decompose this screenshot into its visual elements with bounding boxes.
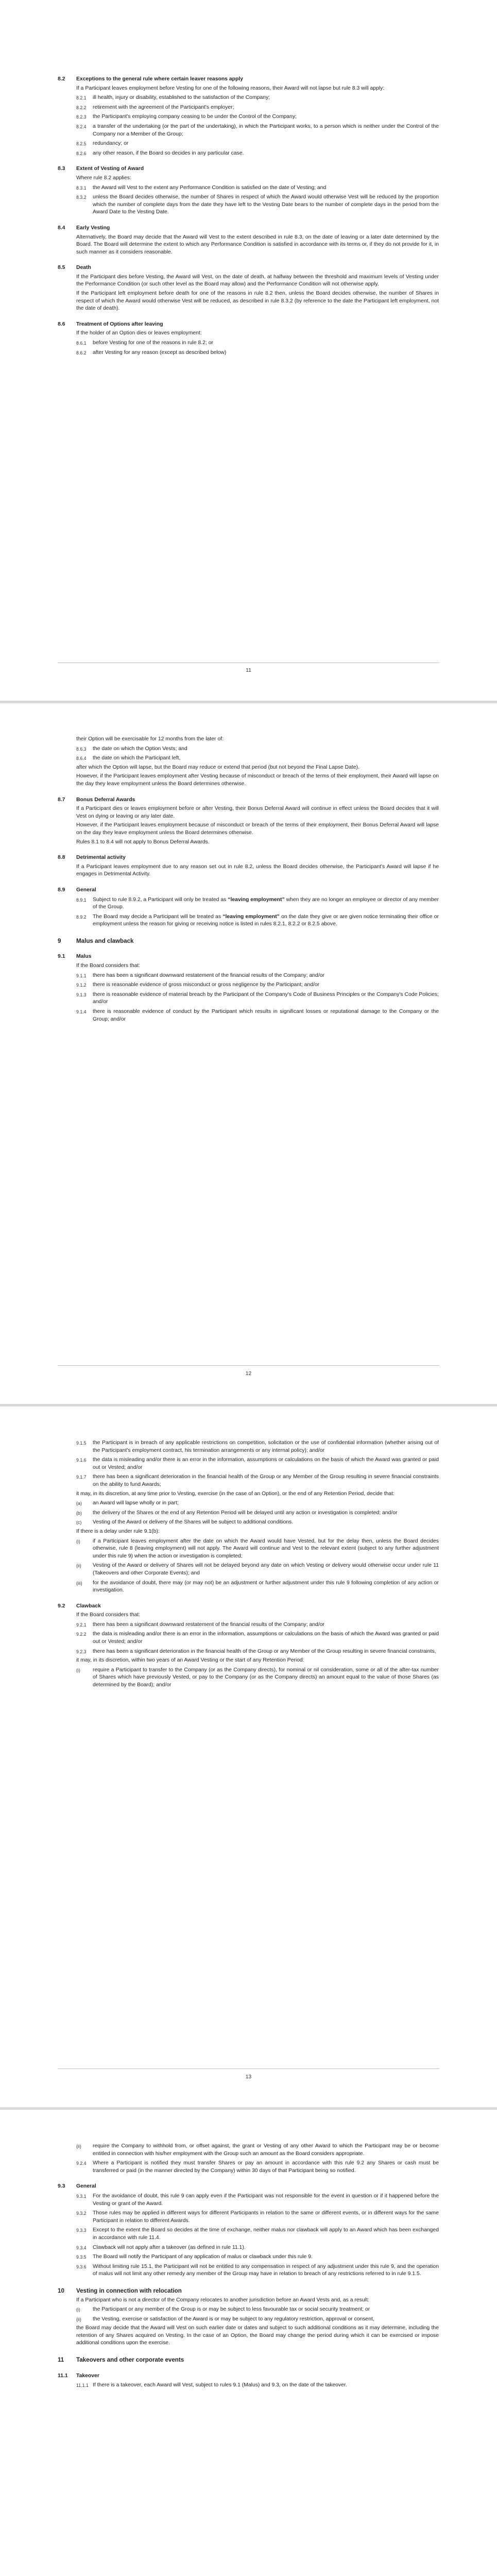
list-item-text: there has been a significant deterioration in the financial health of the Group or any Member of the Group resulting in severe financial constraints,	[93, 1648, 436, 1654]
list-item-text: Vesting of the Award or delivery of Shares will not be delayed beyond any date on which Vesting or delivery would otherwise occur under rule 11 (Takeovers and other Corporate Events); and	[93, 1563, 439, 1576]
list-item	[76, 349, 439, 357]
paragraph: If the Board considers that:	[76, 1612, 141, 1618]
section-title: Takeover	[76, 2372, 99, 2379]
section-heading	[58, 1603, 439, 1611]
section-number: 8.9	[58, 887, 65, 893]
paragraph: If the Participant dies before Vesting, the Award will Vest, on the date of death, at halfway between the threshold and maximum levels of Vesting under the Performance Condition (or such other level as the Board may allow) and the Performance Condition will not otherwise apply.	[76, 274, 439, 287]
section-number: 9.3	[58, 2183, 65, 2190]
list-item-number: 9.1.4	[76, 1009, 87, 1015]
list-item-number: (i)	[76, 1667, 80, 1673]
list-item-text: redundancy; or	[93, 141, 129, 147]
text-run: Subject to rule 8.9.2, a Participant will only be treated as	[93, 896, 228, 903]
section-title: General	[76, 2183, 96, 2190]
section-title: Early Vesting	[76, 225, 110, 231]
section-title: Malus and clawback	[76, 937, 134, 944]
paragraph: Where rule 8.2 applies:	[76, 175, 131, 181]
list-item-number: 9.3.1	[76, 2193, 87, 2199]
list-item	[76, 755, 439, 762]
list-item-number: 8.2.6	[76, 150, 87, 156]
list-item	[76, 991, 439, 1006]
list-item-number: 9.3.4	[76, 2245, 87, 2250]
list-item-text: the Award will Vest to the extent any Performance Condition is satisfied on the date of Vesting; and	[93, 184, 327, 191]
list-item	[76, 1456, 439, 1471]
list-item-number: 8.2.1	[76, 95, 87, 101]
list-item-text: If there is a takeover, each Award will Vest, subject to rules 9.1 (Malus) and 9.3, on the date of the takeover.	[93, 2382, 347, 2388]
section-title: Exceptions to the general rule where certain leaver reasons apply	[76, 76, 243, 82]
section-number: 11.1	[58, 2372, 68, 2379]
list-item-text: require a Participant to transfer to the Company (or as the Company directs), for nominal or nil consideration, some or all of the after-tax number of Shares which have previously Vested, or pay to the Company (or as the Company directs) an amount equal to the value of those Shares (as determined by the Board); and/or	[93, 1667, 439, 1688]
list-item	[76, 2143, 439, 2158]
list-item	[76, 896, 439, 911]
section-number: 8.7	[58, 796, 65, 803]
list-item-text: the data is misleading and/or there is an error in the information, assumptions or calculations on the basis of which the Award was granted or paid out or Vested; and/or	[93, 1631, 439, 1645]
list-item	[76, 2253, 439, 2261]
list-item-number: (a)	[76, 1501, 82, 1506]
section-heading	[58, 225, 439, 232]
list-item	[76, 913, 439, 928]
page-divider	[58, 1365, 439, 1366]
list-item-text: there is reasonable evidence of conduct by the Participant which results in significant losses or reputational damage to the Company or the Group; and/or	[93, 1009, 439, 1022]
paragraph: it may, in its discretion, within two years of an Award Vesting or the start of any Retention Period:	[76, 1657, 304, 1664]
list-item-text: the date on which the Option Vests; and	[93, 745, 187, 752]
section-number: 8.2	[58, 76, 65, 82]
section-number: 8.6	[58, 321, 65, 327]
list-item	[76, 972, 439, 980]
list-item	[76, 2382, 439, 2389]
list-item-number: (c)	[76, 1520, 82, 1526]
section-heading	[58, 165, 439, 173]
list-item	[76, 123, 439, 138]
section-number: 8.8	[58, 855, 65, 861]
list-item	[76, 1621, 439, 1629]
section-number: 8.5	[58, 265, 65, 271]
list-item	[76, 2193, 439, 2208]
list-item-number: 8.2.5	[76, 141, 87, 147]
list-item-text: if a Participant leaves employment after the date on which the Award would have Vested, but for the delay then, unless the Board decides otherwise, rule 8 (leaving employment) will not apply. The Award will continue and Vest to the relevant extent (subject to any further adjustment under this rule 9) when the action or investigation is completed;	[93, 1538, 439, 1559]
list-item	[76, 140, 439, 148]
paragraph: However, if the Participant leaves employment because of misconduct or breach of the terms of their employment, their Bonus Deferral Award will lapse on the day they leave employment unless the Board determines otherwise.	[76, 822, 439, 836]
list-item-number: 11.1.1	[76, 2383, 89, 2388]
list-item	[76, 981, 439, 989]
section-heading	[58, 2183, 439, 2191]
list-item	[76, 1562, 439, 1577]
list-item-number: 9.2.1	[76, 1622, 87, 1628]
text-run: when they are no longer an employee or director of any member of the Group.	[93, 896, 439, 910]
list-item-number: 9.3.2	[76, 2211, 87, 2216]
list-item-text: Except to the extent the Board so decides at the time of exchange, neither malus nor clawback will apply to an Award which has been exchanged in accordance with rule 11.4.	[93, 2227, 439, 2241]
list-item-text: before Vesting for one of the reasons in rule 8.2; or	[93, 340, 213, 346]
paragraph: If a Participant dies or leaves employment before or after Vesting, their Bonus Deferral Award will continue in effect unless the Board decides that it will Vest on dying or leaving or any later date.	[76, 806, 439, 819]
list-item	[76, 2316, 439, 2324]
list-item	[76, 184, 439, 192]
page	[0, 703, 497, 1404]
list-item	[76, 340, 439, 347]
list-item-number: 8.2.3	[76, 114, 87, 120]
list-item-number: 8.2.2	[76, 105, 87, 110]
list-item-text: a transfer of the undertaking (or the part of the undertaking), in which the Participant works, to a person which is neither under the Control of the Company nor a Member of the Group;	[93, 123, 439, 137]
list-item-text	[93, 913, 439, 928]
list-item-text: the Vesting, exercise or satisfaction of the Award is or may be subject to any regulatory restriction, approval or consent,	[93, 2316, 374, 2322]
list-item-text: require the Company to withhold from, or offset against, the grant or Vesting of any other Award to which the Participant may be or become entitled in connection with his/her employment with the Group such an amount as the Board considers appropriate.	[93, 2143, 439, 2157]
list-item-text: retirement with the agreement of the Participant's employer;	[93, 104, 234, 110]
paragraph: Alternatively, the Board may decide that the Award will Vest to the extent described in rule 8.3, on the date of leaving or a later date determined by the Board. The Board will determine the extent to which any Performance Condition is satisfied in accordance with its terms or, if they do not provide for it, in such manner as it considers reasonable.	[76, 234, 439, 255]
section-number: 9.2	[58, 1603, 65, 1609]
list-item	[76, 1631, 439, 1646]
list-item	[76, 94, 439, 102]
list-item-number: 8.9.2	[76, 914, 87, 920]
paragraph: If a Participant who is not a director of the Company relocates to another jurisdiction before an Award Vests and, as a result:	[76, 2297, 369, 2303]
list-item-text: the delivery of the Shares or the end of any Retention Period will be delayed until any action or investigation is completed; and/or	[93, 1510, 398, 1516]
paragraph: If the holder of an Option dies or leaves employment:	[76, 330, 202, 336]
list-item	[76, 2227, 439, 2242]
section-title: Extent of Vesting of Award	[76, 166, 144, 172]
list-item	[76, 2263, 439, 2278]
section-heading	[58, 264, 439, 272]
list-item-number: 8.6.2	[76, 350, 87, 355]
paragraph: If there is a delay under rule 9.1(b):	[76, 1528, 160, 1534]
list-item-number: (i)	[76, 2307, 80, 2313]
list-item-text: Without limiting rule 15.1, the Participant will not be entitled to any compensation in respect of any adjustment under this rule 9, and the operation of malus will not limit any other remedy any member of the Group may have in relation to breach of any restrictions referred to in rule 9.1.5.	[93, 2263, 439, 2277]
list-item	[76, 1648, 439, 1656]
page-number: 11	[246, 668, 251, 673]
section-number: 8.4	[58, 225, 65, 231]
section-number: 9.1	[58, 954, 65, 960]
list-item-text: for the avoidance of doubt, there may (or may not) be an adjustment or further adjustment under this rule 9 following completion of any action or investigation.	[93, 1580, 439, 1594]
list-item-number: (i)	[76, 1538, 80, 1544]
defined-term: “leaving employment”	[222, 913, 280, 920]
list-item	[76, 104, 439, 112]
list-item	[76, 1538, 439, 1561]
section-heading	[58, 887, 439, 894]
page-content	[58, 76, 439, 357]
section-number: 11	[58, 2357, 64, 2364]
list-item-text: Where a Participant is notified they must transfer Shares or pay an amount in accordance with this rule 9.2 any Shares or cash must be transferred or paid (in the manner directed by the Company) within 30 days of that Participant being so notified.	[93, 2160, 439, 2174]
page	[0, 0, 497, 701]
list-item-number: (iii)	[76, 1580, 82, 1586]
list-item	[76, 2210, 439, 2225]
list-item-text: the Participant's employing company ceasing to be under the Control of the Company;	[93, 114, 297, 120]
list-item-number: (ii)	[76, 1563, 81, 1569]
list-item-number: 9.1.2	[76, 982, 87, 988]
section-title: Vesting in connection with relocation	[76, 2287, 182, 2294]
section-heading	[58, 938, 439, 945]
section-heading	[58, 76, 439, 83]
page	[0, 1406, 497, 2107]
list-item-number: 9.1.6	[76, 1458, 87, 1463]
section-heading	[58, 321, 439, 329]
list-item	[76, 1473, 439, 1488]
list-item-number: 8.3.1	[76, 185, 87, 191]
list-item-number: 8.6.1	[76, 341, 87, 346]
paragraph: If the Participant left employment before death for one of the reasons in rule 8.2 then, unless the Board decides otherwise, the number of Shares in respect of which the Award would otherwise Vest will be reduced, as described in rule 8.3.2 (by reference to the date the Participant left employment, not the date of death).	[76, 291, 439, 312]
list-item-number: 9.2.3	[76, 1649, 87, 1654]
list-item	[76, 2306, 439, 2314]
section-title: Bonus Deferral Awards	[76, 796, 135, 803]
page-number: 12	[245, 1371, 252, 1377]
list-item-number: 9.3.3	[76, 2228, 87, 2233]
list-item	[76, 150, 439, 158]
page	[0, 2110, 497, 2576]
list-item-text: Clawback will not apply after a takeover (as defined in rule 11.1).	[93, 2244, 246, 2250]
section-heading	[58, 2287, 439, 2295]
list-item-number: 9.3.5	[76, 2255, 87, 2260]
list-item-text: there has been a significant deterioration in the financial health of the Group or any Member of the Group resulting in severe financial constraints on the ability to fund Awards;	[93, 1474, 439, 1487]
section-heading	[58, 953, 439, 961]
list-item-number: 8.6.3	[76, 746, 87, 752]
section-title: Clawback	[76, 1603, 101, 1609]
section-title: Malus	[76, 954, 92, 960]
section-heading	[58, 854, 439, 862]
list-item-number: 8.3.2	[76, 195, 87, 200]
paragraph: If the Board considers that:	[76, 963, 141, 969]
list-item-text: the Participant is in breach of any applicable restrictions on competition, solicitation or the use of confidential information (whether arising out of the Participant's employment contract, his termination arrangements or any internal policy); and/or	[93, 1440, 439, 1453]
list-item	[76, 2160, 439, 2175]
paragraph: it may, in its discretion, at any time prior to Vesting, exercise (in the case of an Option), or the end of any Retention Period, decide that:	[76, 1490, 395, 1497]
list-item-text: any other reason, if the Board so decides in any particular case.	[93, 150, 244, 156]
section-title: Death	[76, 265, 91, 271]
section-heading	[58, 2357, 439, 2364]
list-item-number: 9.2.2	[76, 1632, 87, 1637]
list-item-text: an Award will lapse wholly or in part;	[93, 1500, 179, 1506]
list-item-number: 9.3.6	[76, 2264, 87, 2269]
list-item-text: unless the Board decides otherwise, the number of Shares in respect of which the Award would otherwise Vest will be reduced by the proportion which the number of complete days from the date they have left to the Vesting Date bears to the number of complete days in the period from the Award Date to the Vesting Date.	[93, 194, 439, 215]
page-content	[58, 1437, 439, 1689]
list-item	[76, 1580, 439, 1595]
list-item-number: 8.9.1	[76, 897, 87, 903]
section-heading	[58, 2372, 439, 2380]
paragraph: Rules 8.1 to 8.4 will not apply to Bonus Deferral Awards.	[76, 839, 210, 845]
section-number: 10	[58, 2287, 64, 2294]
list-item-number: (ii)	[76, 2144, 81, 2149]
list-item-text: The Board will notify the Participant of any application of malus or clawback under this rule 9.	[93, 2254, 313, 2260]
defined-term: “leaving employment”	[228, 896, 285, 903]
page-content	[58, 734, 439, 1023]
list-item-text: after Vesting for any reason (except as described below)	[93, 349, 227, 355]
list-item-number: 9.2.4	[76, 2161, 87, 2166]
list-item-number: 8.6.4	[76, 756, 87, 761]
list-item-number: 9.1.5	[76, 1440, 87, 1446]
list-item	[76, 1008, 439, 1023]
section-heading	[58, 796, 439, 804]
section-title: Takeovers and other corporate events	[76, 2357, 184, 2364]
list-item-text: the Participant or any member of the Group is or may be subject to less favourable tax or social security treatment; or	[93, 2307, 370, 2313]
list-item	[76, 1519, 439, 1527]
list-item	[76, 745, 439, 753]
paragraph: However, if the Participant leaves employment after Vesting because of misconduct or breach of the terms of their employment, their Award will lapse on the day they leave employment unless the Board determines otherwise.	[76, 773, 439, 787]
section-number: 8.3	[58, 166, 65, 172]
list-item-text: there has been a significant downward restatement of the financial results of the Company; and/or	[93, 972, 324, 978]
section-title: General	[76, 887, 96, 893]
paragraph: If a Participant leaves employment due to any reason set out in rule 8.2, unless the Board decides otherwise, the Participant's Award will lapse if he engages in Detrimental Activity.	[76, 863, 439, 877]
list-item-number: 9.1.7	[76, 1475, 87, 1480]
list-item-number: (b)	[76, 1510, 82, 1516]
list-item-number: 9.1.1	[76, 973, 87, 978]
paragraph: after which the Option will lapse, but the Board may reduce or extend that period (but not beyond the Final Lapse Date).	[76, 764, 359, 770]
paragraph: the Board may decide that the Award will Vest on such earlier date or dates and subject to such additional conditions as it may determine, including the retention of any Shares acquired on Vesting. In the case of an Option, the Board may change the period during which it can be exercised or impose additional conditions upon the exercise.	[76, 2325, 439, 2346]
list-item-text: For the avoidance of doubt, this rule 9 can apply even if the Participant was not responsible for the event in question or if it happened before the Vesting or grant of the Award.	[93, 2193, 439, 2207]
page-number: 13	[245, 2074, 252, 2080]
list-item-text: Those rules may be applied in different ways for different Participants in relation to the same or different events, or in different ways for the same Participant in relation to different Awards.	[93, 2210, 439, 2224]
list-item-text: ill health, injury or disability, established to the satisfaction of the Company;	[93, 95, 270, 101]
list-item-number: (ii)	[76, 2316, 81, 2322]
list-item-number: 8.2.4	[76, 124, 87, 129]
list-item-text: the date on which the Participant left,	[93, 755, 181, 761]
section-title: Detrimental activity	[76, 855, 126, 861]
paragraph: If a Participant leaves employment before Vesting for one of the following reasons, their Award will not lapse but rule 8.3 will apply:	[76, 85, 385, 91]
list-item-number: 9.1.3	[76, 992, 87, 997]
list-item	[76, 194, 439, 216]
list-item	[76, 2244, 439, 2252]
list-item-text: Vesting of the Award or delivery of the Shares will be subject to additional conditions.	[93, 1519, 294, 1526]
list-item	[76, 1439, 439, 1454]
list-item	[76, 1500, 439, 1507]
text-run: The Board may decide a Participant will be treated as	[93, 913, 223, 920]
list-item	[76, 113, 439, 121]
page-content	[58, 2141, 439, 2389]
text-run: on the date they give or are given notice terminating their office or employment unless the reason for giving or receiving notice is listed in rules 8.2.1, 8.2.2 or 8.2.5 above.	[93, 913, 439, 927]
list-item-text: there is reasonable evidence of material breach by the Participant of the Company's Code of Business Principles or the Company's Code Policies; and/or	[93, 991, 439, 1005]
list-item-text: there has been a significant downward restatement of the financial results of the Company; and/or	[93, 1621, 324, 1628]
list-item-text: the data is misleading and/or there is an error in the information, assumptions or calculations on the basis of which the Award was granted or paid out or Vested; and/or	[93, 1457, 439, 1470]
list-item-text	[93, 896, 439, 911]
list-item-text: there is reasonable evidence of gross misconduct or gross negligence by the Participant; and/or	[93, 982, 320, 988]
section-number: 9	[58, 937, 61, 944]
list-item	[76, 1667, 439, 1689]
list-item	[76, 1510, 439, 1517]
paragraph: their Option will be exercisable for 12 months from the later of:	[76, 736, 224, 742]
section-title: Treatment of Options after leaving	[76, 321, 163, 327]
